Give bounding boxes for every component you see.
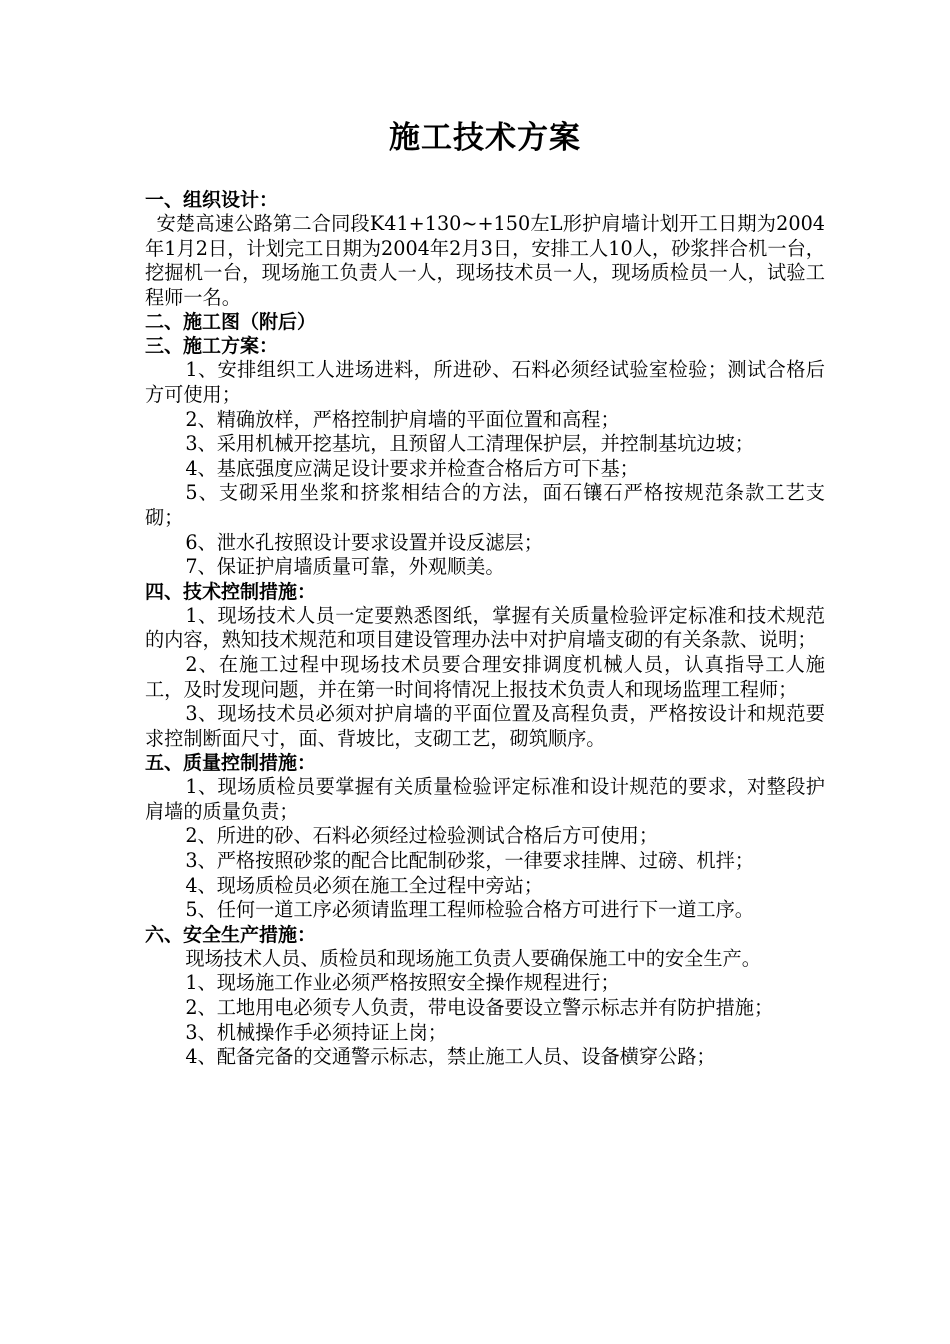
paragraph: 安楚高速公路第二合同段K41+130~+150左L形护肩墙计划开工日期为2004年1月2日，计划完工日期为2004年2月3日，安排工人10人，砂浆拌合机一台，挖掘机一台，现场施工负责人一人，现场技术员一人，现场质检员一人，试验工程师一名。 [145, 212, 825, 309]
paragraph: 2、精确放样，严格控制护肩墙的平面位置和高程； [185, 407, 620, 431]
paragraph: 5、任何一道工序必须请监理工程师检验合格方可进行下一道工序。 [185, 898, 754, 922]
paragraph: 1、安排组织工人进场进料，所进砂、石料必须经试验室检验；测试合格后方可使用； [145, 358, 825, 406]
paragraph: 2、工地用电必须专人负责，带电设备要设立警示标志并有防护措施； [185, 996, 774, 1020]
paragraph: 4、现场质检员必须在施工全过程中旁站； [185, 873, 543, 897]
paragraph: 1、现场施工作业必须严格按照安全操作规程进行； [185, 971, 620, 995]
paragraph: 6、泄水孔按照设计要求设置并设反滤层； [185, 530, 543, 554]
section-technical-control [145, 580, 825, 752]
paragraph: 1、现场技术人员一定要熟悉图纸，掌握有关质量检验评定标准和技术规范的内容，熟知技术规范和项目建设管理办法中对护肩墙支砌的有关条款、说明； [145, 603, 825, 652]
section-heading: 三、施工方案： [145, 335, 279, 358]
section-safety [145, 923, 825, 1070]
section-drawings [145, 310, 825, 334]
paragraph: 1、现场质检员要掌握有关质量检验评定标准和设计规范的要求，对整段护肩墙的质量负责； [145, 775, 825, 823]
section-organization [145, 188, 825, 310]
paragraph: 2、所进的砂、石料必须经过检验测试合格后方可使用； [185, 824, 659, 848]
section-heading: 五、质量控制措施： [145, 752, 317, 775]
section-heading: 四、技术控制措施： [145, 580, 317, 603]
paragraph: 2、在施工过程中现场技术员要合理安排调度机械人员，认真指导工人施工，及时发现问题，并在第一时间将情况上报技术负责人和现场监理工程师； [145, 652, 825, 701]
paragraph: 3、采用机械开挖基坑，且预留人工清理保护层，并控制基坑边坡； [185, 432, 754, 456]
paragraph: 7、保证护肩墙质量可靠，外观顺美。 [185, 555, 505, 579]
paragraph: 4、基底强度应满足设计要求并检查合格后方可下基； [185, 456, 639, 480]
section-heading: 六、安全生产措施： [145, 923, 317, 946]
paragraph: 3、机械操作手必须持证上岗； [185, 1020, 447, 1044]
section-quality-control [145, 751, 825, 923]
section-heading: 一、组织设计： [145, 189, 279, 211]
document-page [145, 118, 825, 1070]
paragraph: 3、严格按照砂浆的配合比配制砂浆，一律要求挂牌、过磅、机拌； [185, 849, 754, 873]
section-heading: 二、施工图（附后） [145, 311, 317, 334]
document-title: 施工技术方案 [389, 120, 581, 156]
paragraph: 4、配备完备的交通警示标志，禁止施工人员、设备横穿公路； [185, 1045, 716, 1069]
paragraph: 现场技术人员、质检员和现场施工负责人要确保施工中的安全生产。 [185, 946, 761, 970]
paragraph: 5、支砌采用坐浆和挤浆相结合的方法，面石镶石严格按规范条款工艺支砌； [145, 481, 825, 529]
paragraph: 3、现场技术员必须对护肩墙的平面位置及高程负责，严格按设计和规范要求控制断面尺寸，面、背坡比，支砌工艺，砌筑顺序。 [145, 702, 825, 750]
section-construction-plan [145, 334, 825, 579]
